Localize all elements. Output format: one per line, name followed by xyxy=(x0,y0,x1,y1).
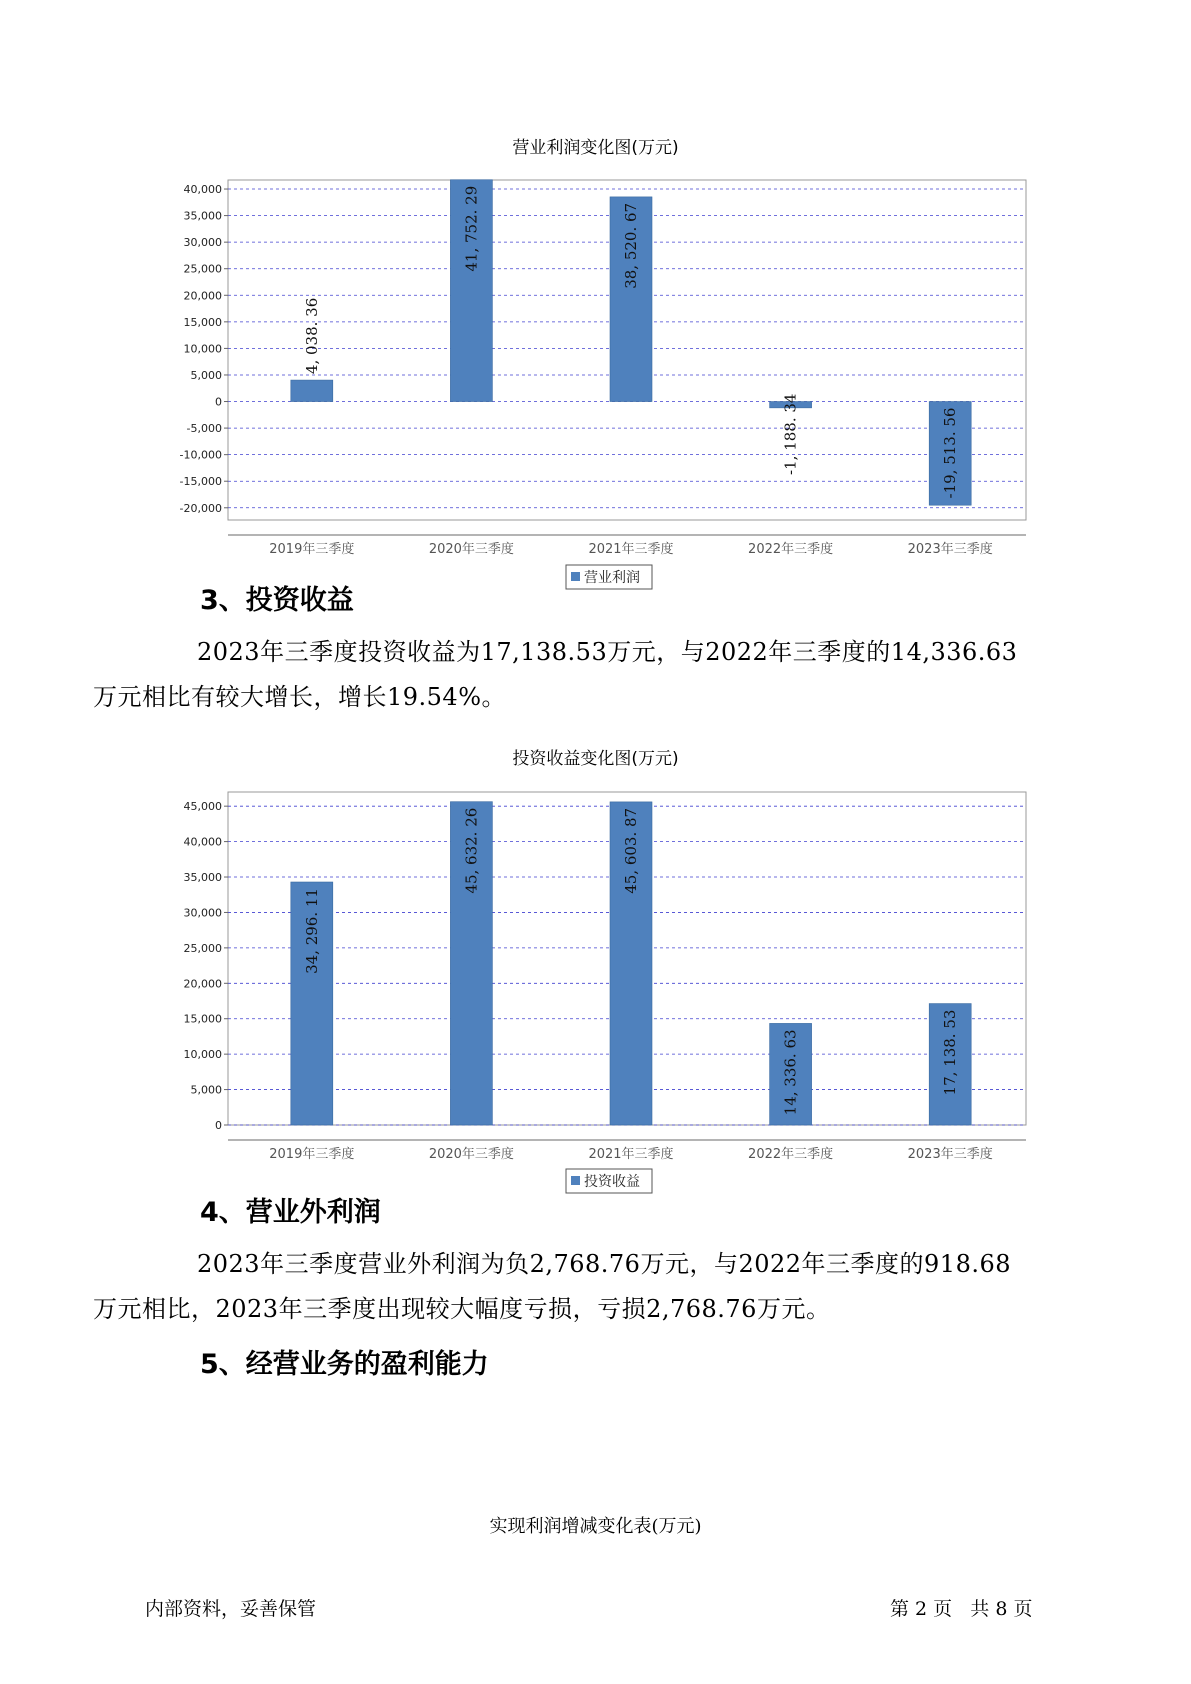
x-category-label: 2019年三季度 xyxy=(269,1147,355,1162)
data-label: 4, 038. 36 xyxy=(302,297,321,375)
paragraph-line: 2023年三季度投资收益为17,138.53万元，与2022年三季度的14,336.63 xyxy=(197,638,1018,666)
y-tick-label: 5,000 xyxy=(190,368,222,382)
x-category-label: 2022年三季度 xyxy=(748,542,834,557)
data-label: 45, 603. 87 xyxy=(622,807,640,894)
y-tick-label: 25,000 xyxy=(183,941,222,955)
operating-profit-chart xyxy=(0,170,1191,586)
chart-title-operating-profit: 营业利润变化图(万元) xyxy=(512,138,679,158)
y-tick-label: 35,000 xyxy=(183,209,222,223)
x-category-label: 2023年三季度 xyxy=(907,542,993,557)
y-tick-label: 30,000 xyxy=(183,236,222,250)
paragraph-line: 2023年三季度营业外利润为负2,768.76万元，与2022年三季度的918.68 xyxy=(197,1250,1012,1278)
y-tick-label: 15,000 xyxy=(183,315,222,329)
legend-swatch xyxy=(571,1176,580,1185)
x-category-label: 2020年三季度 xyxy=(428,1147,514,1162)
x-category-label: 2020年三季度 xyxy=(428,542,514,557)
data-label: -1, 188. 34 xyxy=(781,393,800,475)
data-label: 34, 296. 11 xyxy=(302,888,321,974)
section-heading-profitability: 5、经营业务的盈利能力 xyxy=(200,1349,489,1380)
y-tick-label: -5,000 xyxy=(186,422,222,436)
footer-page-number: 第 2 页 共 8 页 xyxy=(890,1598,1033,1620)
data-label: 17, 138. 53 xyxy=(941,1009,960,1096)
y-tick-label: 40,000 xyxy=(183,183,222,197)
chart-title-investment-income: 投资收益变化图(万元) xyxy=(512,749,679,769)
y-tick-label: 0 xyxy=(215,395,222,409)
legend-label: 营业利润 xyxy=(584,570,640,586)
section-heading-investment-income: 3、投资收益 xyxy=(200,585,354,616)
x-category-label: 2019年三季度 xyxy=(269,542,355,557)
x-category-label: 2021年三季度 xyxy=(588,1147,674,1162)
data-label: 41, 752. 29 xyxy=(462,185,481,272)
x-category-label: 2022年三季度 xyxy=(748,1147,834,1162)
data-label: -19, 513. 56 xyxy=(941,407,960,499)
y-tick-label: -20,000 xyxy=(179,501,222,515)
section-heading-non-operating-profit: 4、营业外利润 xyxy=(200,1197,381,1228)
footer-confidential-note: 内部资料，妥善保管 xyxy=(145,1598,317,1620)
y-tick-label: 10,000 xyxy=(183,1048,222,1062)
y-tick-label: 35,000 xyxy=(183,871,222,885)
x-category-label: 2021年三季度 xyxy=(588,542,674,557)
investment-income-chart xyxy=(0,780,1191,1190)
y-tick-label: 25,000 xyxy=(183,262,222,276)
y-tick-label: 20,000 xyxy=(183,289,222,303)
y-tick-label: 5,000 xyxy=(190,1083,222,1097)
paragraph-line: 万元相比有较大增长，增长19.54%。 xyxy=(93,683,507,711)
x-category-label: 2023年三季度 xyxy=(907,1147,993,1162)
data-label: 38, 520. 67 xyxy=(622,202,640,289)
data-label: 14, 336. 63 xyxy=(781,1029,800,1116)
y-tick-label: -10,000 xyxy=(179,448,222,462)
y-tick-label: 40,000 xyxy=(183,835,222,849)
y-tick-label: 20,000 xyxy=(183,977,222,991)
y-tick-label: 30,000 xyxy=(183,906,222,920)
bar xyxy=(291,380,333,401)
paragraph-non-operating-profit xyxy=(93,1242,1075,1332)
y-tick-label: 15,000 xyxy=(183,1012,222,1026)
legend-swatch xyxy=(571,572,580,581)
y-tick-label: 0 xyxy=(215,1119,222,1132)
table-caption: 实现利润增减变化表(万元) xyxy=(489,1516,702,1537)
y-tick-label: -15,000 xyxy=(179,475,222,489)
data-label: 45, 632. 26 xyxy=(462,807,481,894)
y-tick-label: 10,000 xyxy=(183,342,222,356)
legend-label: 投资收益 xyxy=(584,1174,640,1190)
y-tick-label: 45,000 xyxy=(183,800,222,814)
paragraph-line: 万元相比，2023年三季度出现较大幅度亏损，亏损2,768.76万元。 xyxy=(93,1295,831,1323)
paragraph-investment-income xyxy=(93,630,1075,720)
